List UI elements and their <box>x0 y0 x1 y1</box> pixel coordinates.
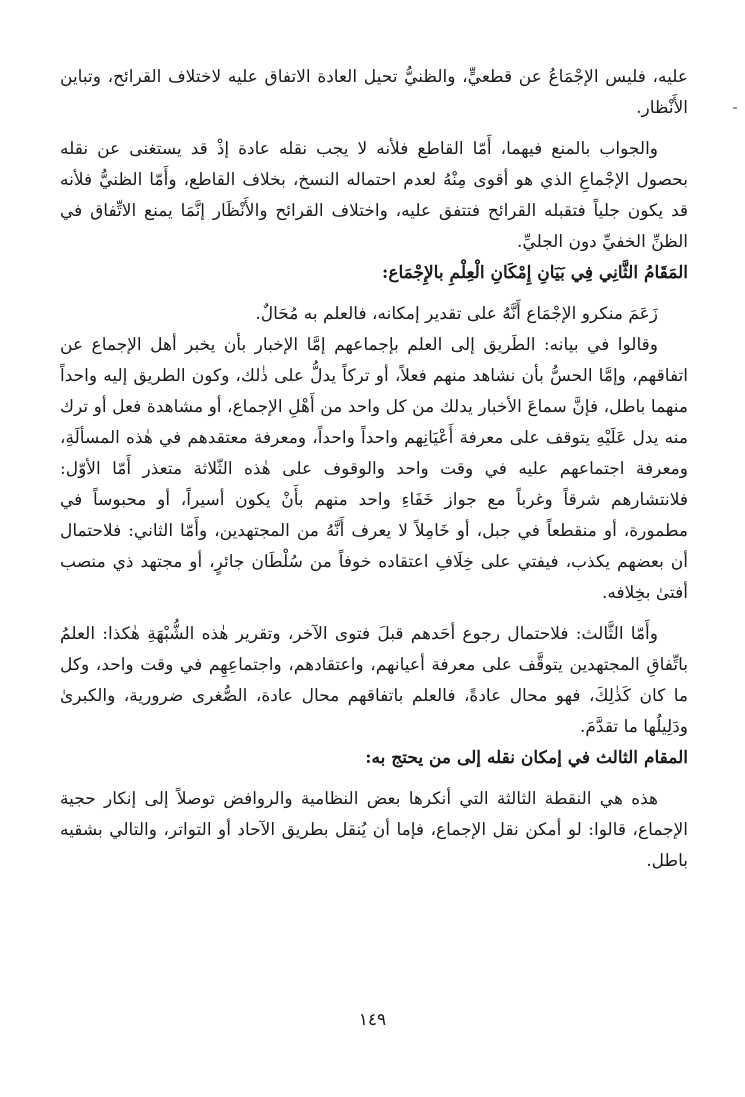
paragraph-claim: زَعَمَ منكرو الإجْمَاع أَنَّهُ على تقدير إمكانه، فالعلم به مُحَالٌ. <box>255 304 658 324</box>
page-number: ١٤٩ <box>358 1010 387 1030</box>
paragraph-third-point: وأَمّا الثَّالث: فلاحتمال رجوع أحَدهم قبلَ فتوى الآخر، وتقرير هٰذه الشُّبْهَةِ هٰكذا: العلمُ باتِّفاقِ المجتهدين يتوقَّف على معرفة أعيانهم، واعتقادهم، واجتماعِهِم في وقت واحد، وكل ما كان كَذٰلِكَ، فهو محال عادةً، فالعلم باتفاقهم محال عادة، الصُّغرى ضرورية، والكبرىٰ ودَلِيلُها ما تقدَّمَ. <box>60 624 688 737</box>
section-heading-third-station: المقام الثالث في إمكان نقله إلى من يحتج به: <box>365 748 688 768</box>
section-heading-second-station: المَقَامُ الثَّانِي فِي بَيَانِ إِمْكَانِ الْعِلْمِ بالإِجْمَاع: <box>382 263 688 283</box>
paragraph-continuation: عليه، فليس الإجْمَاعُ عن قطعيٍّ، والظنيُّ تحيل العادة الاتفاق عليه لاختلاف القرائح، وتباين الأَنْظار. <box>60 67 688 118</box>
paragraph-answer: والجواب بالمنع فيهما، أَمّا القاطع فلأنه لا يجب نقله عادة إذْ قد يستغنى عن نقله بحصول الإجْماعِ الذي هو أقوى مِنْهُ لعدم احتماله النسخ، بخلاف القاطع، وأَمّا الظنيُّ فلأنه قد يكون جلياً فتقبله القرائح فتتفق عليه، واختلاف القرائح والأَنْظَار إنَّمَا يمنع الاتِّفاق في الظنِّ الخفيِّ دون الجليِّ. <box>60 139 688 252</box>
paragraph-transmission: هذه هي النقطة الثالثة التي أنكرها بعض النظامية والروافض توصلاً إلى إنكار حجية الإجماع، قالوا: لو أمكن نقل الإجماع، فإما أن يُنقل بطريق الآحاد أو التواتر، والتالي بشقيه باطل. <box>60 789 688 871</box>
paragraph-explanation: وقالوا في بيانه: الطَريق إلى العلم بإجماعهم إمَّا الإخبار بأن يخبر أهل الإجماع عن اتفاقهم، وإمَّا الحسُّ بأن نشاهد منهم فعلاً، أو تركاً يدلُّ على ذٰلك، وكون الطريق إليه واحداً منهما باطل، فإنَّ سماعَ الأخبار يدلك من كل واحد من أَهْلِ الإجماع، أو مشاهدة فعل أو ترك منه يدل عَلَيْهِ يتوقف على معرفة أَعْيَانِهم واحداً واحداً، ومعرفة معتقدهم في هٰذه المسألَةِ، ومعرفة اجتماعهم عليه في وقت واحد والوقوف على هٰذه الثّلاثة متعذر أَمّا الأوّل: فلانتشارهم شرقاً وغرباً مع جواز خَفَاءِ واحد منهم بأَنْ يكون أسيراً، أو محبوساً في مطمورة، أو منقطعاً في جبل، أو خَامِلاً لا يعرف أَنَّهُ من المجتهدين، وأَمّا الثاني: فلاحتمال أن بعضهم يكذب، فيفتي على خِلَافِ اعتقاده خوفاً من سُلْطَان جائرٍ، أو مجتهد ذي منصب أفتىٰ بخِلافه. <box>60 335 688 603</box>
scan-speck <box>733 107 737 109</box>
page-body <box>60 62 688 877</box>
